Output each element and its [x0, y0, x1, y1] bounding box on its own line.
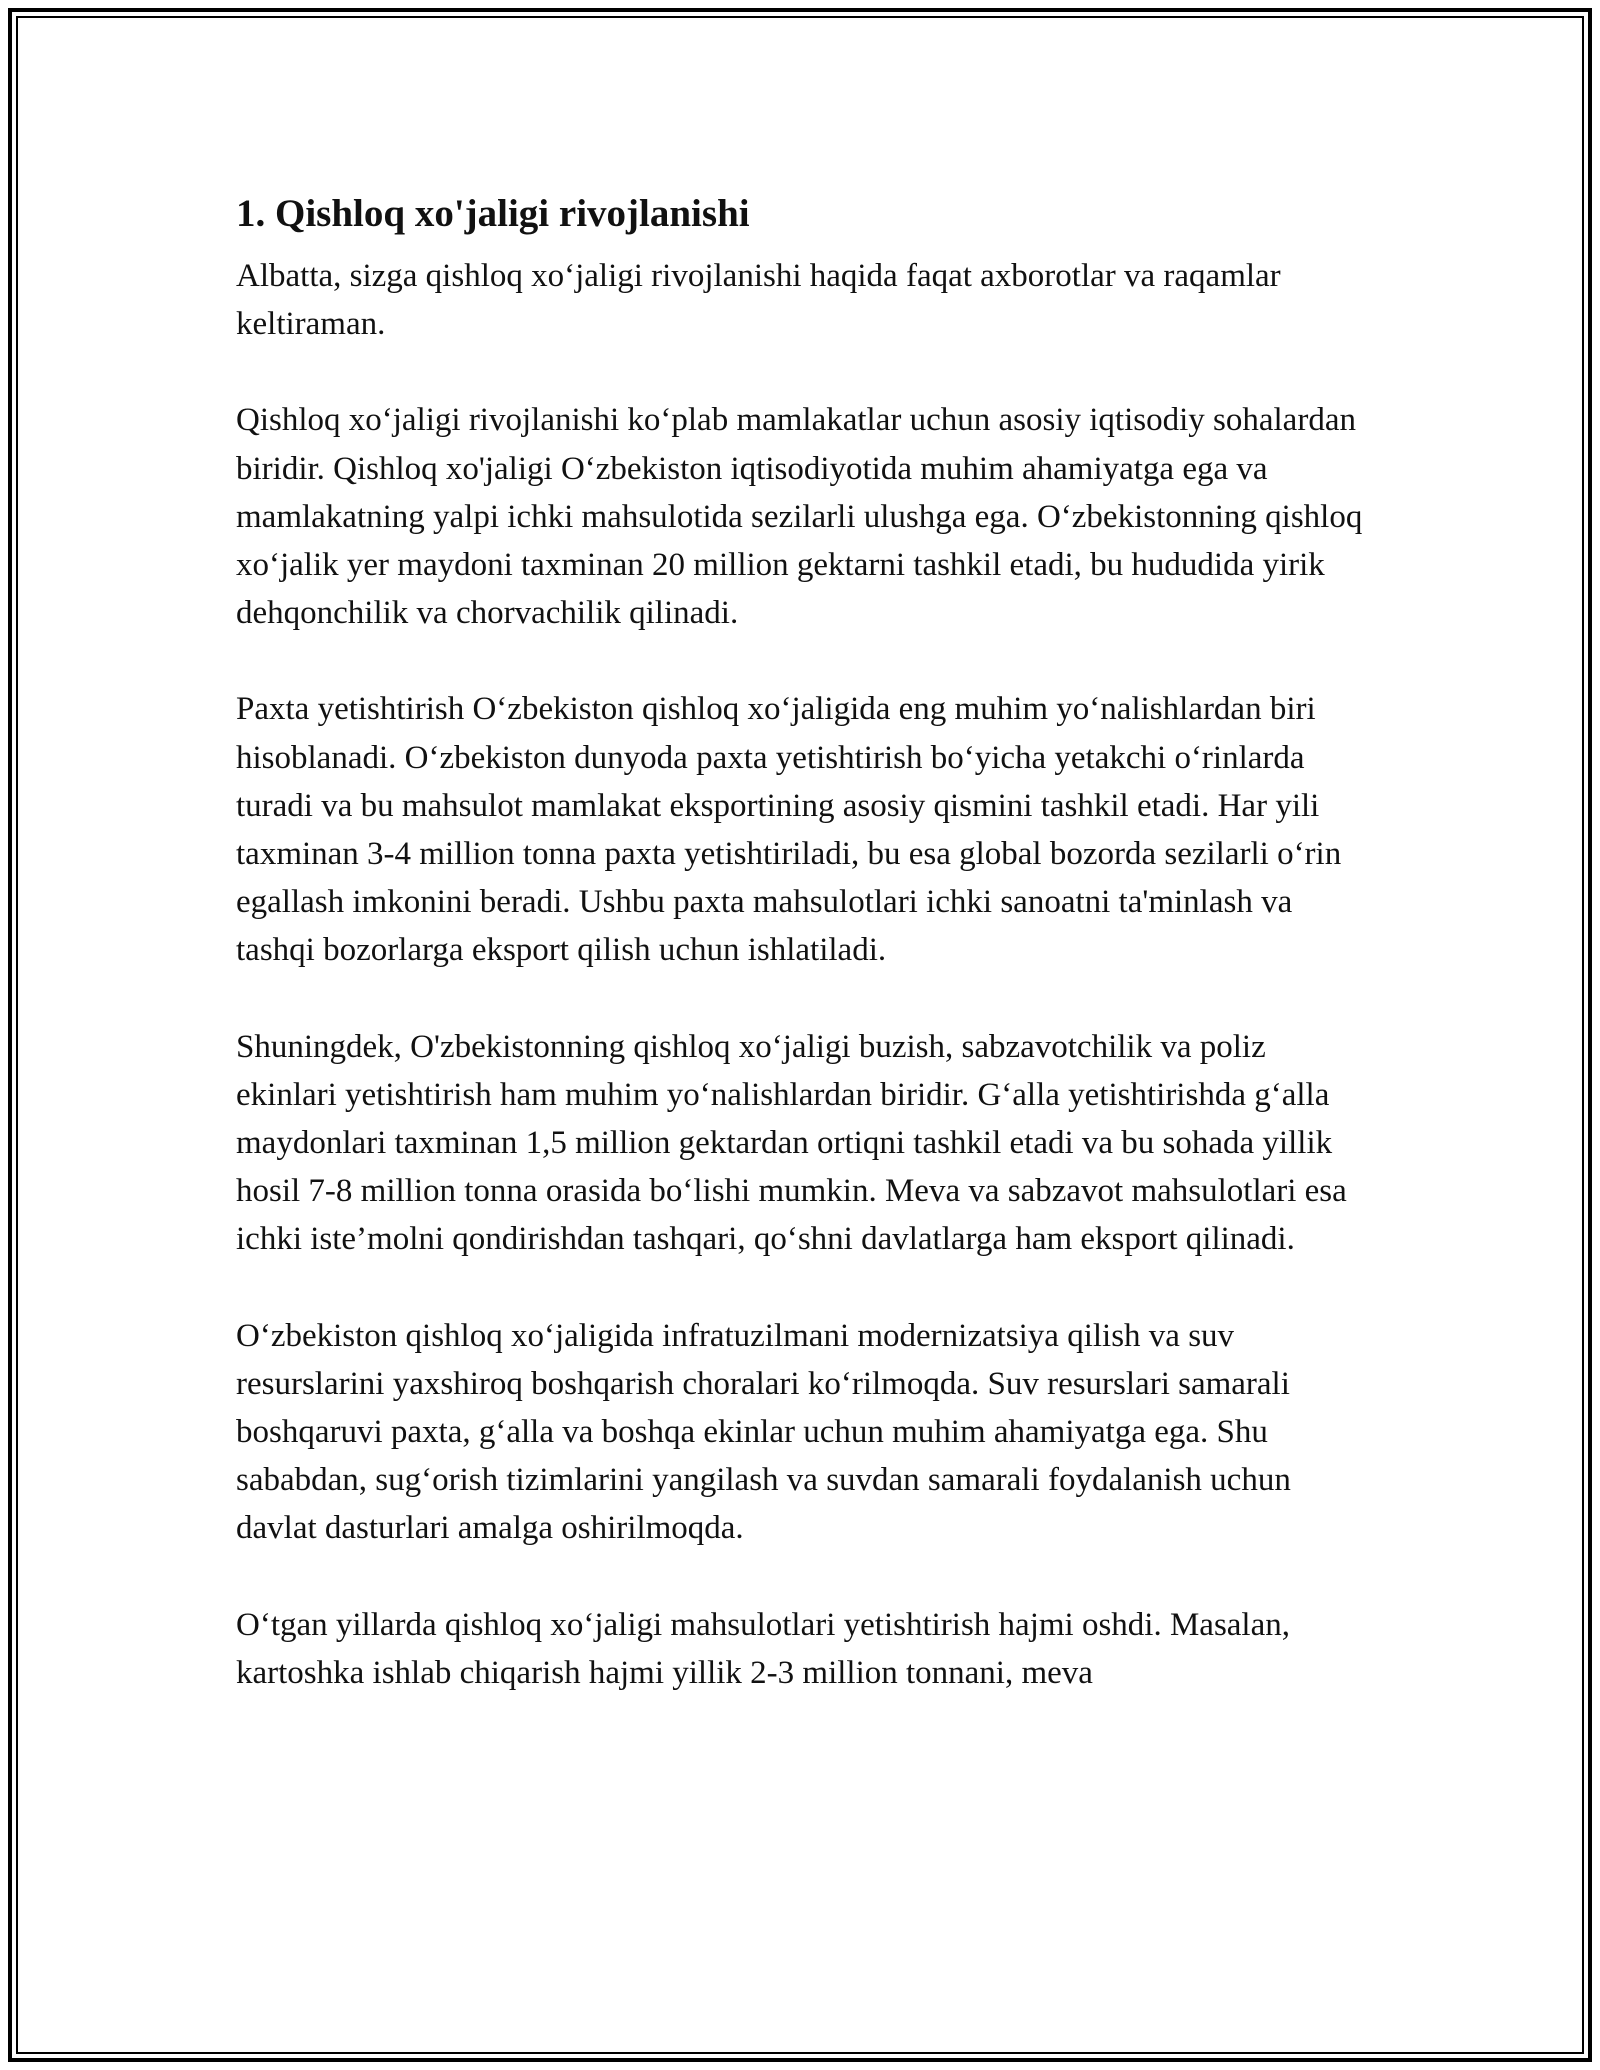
paragraph-grain-vegetables: Shuningdek, O'zbekistonning qishloq xo‘jaligi buzish, sabzavotchilik va poliz ekinlari yetishtirish ham muhim yo‘nalishlardan biridir. G‘alla yetishtirishda g‘alla maydonlari taxminan 1,5 million gektardan ortiqni tashkil etadi va bu sohada yillik hosil 7-8 million tonna orasida bo‘lishi mumkin. Meva va sabzavot mahsulotlari esa ichki iste’molni qondirishdan tashqari, qo‘shni davlatlarga ham eksport qilinadi.	[236, 1028, 1347, 1258]
paragraph-overview: Qishloq xo‘jaligi rivojlanishi ko‘plab mamlakatlar uchun asosiy iqtisodiy sohalardan biridir. Qishloq xo'jaligi O‘zbekiston iqtisodiyotida muhim ahamiyatga ega va mamlakatning yalpi ichki mahsulotida sezilarli ulushga ega. O‘zbekistonning qishloq xo‘jalik yer maydoni taxminan 20 million gektarni tashkil etadi, bu hududida yirik dehqonchilik va chorvachilik qilinadi.	[236, 402, 1363, 632]
document-title: 1. Qishloq xo'jaligi rivojlanishi	[236, 192, 750, 235]
paragraph-infrastructure: O‘zbekiston qishloq xo‘jaligida infratuzilmani modernizatsiya qilish va suv resurslarini yaxshiroq boshqarish choralari ko‘rilmoqda. Suv resurslari samarali boshqaruvi paxta, g‘alla va boshqa ekinlar uchun muhim ahamiyatga ega. Shu sababdan, sug‘orish tizimlarini yangilash va suvdan samarali foydalanish uchun davlat dasturlari amalga oshirilmoqda.	[236, 1317, 1291, 1547]
document-body	[236, 186, 1366, 1745]
paragraph-intro: Albatta, sizga qishloq xo‘jaligi rivojlanishi haqida faqat axborotlar va raqamlar keltiraman.	[236, 258, 1281, 343]
paragraph-production-growth: O‘tgan yillarda qishloq xo‘jaligi mahsulotlari yetishtirish hajmi oshdi. Masalan, kartoshka ishlab chiqarish hajmi yillik 2-3 million tonnani, meva	[236, 1606, 1291, 1691]
paragraph-cotton: Paxta yetishtirish O‘zbekiston qishloq xo‘jaligida eng muhim yo‘nalishlardan biri hisoblanadi. O‘zbekiston dunyoda paxta yetishtirish bo‘yicha yetakchi o‘rinlarda turadi va bu mahsulot mamlakat eksportining asosiy qismini tashkil etadi. Har yili taxminan 3-4 million tonna paxta yetishtiriladi, bu esa global bozorda sezilarli o‘rin egallash imkonini beradi. Ushbu paxta mahsulotlari ichki sanoatni ta'minlash va tashqi bozorlarga eksport qilish uchun ishlatiladi.	[236, 691, 1342, 969]
